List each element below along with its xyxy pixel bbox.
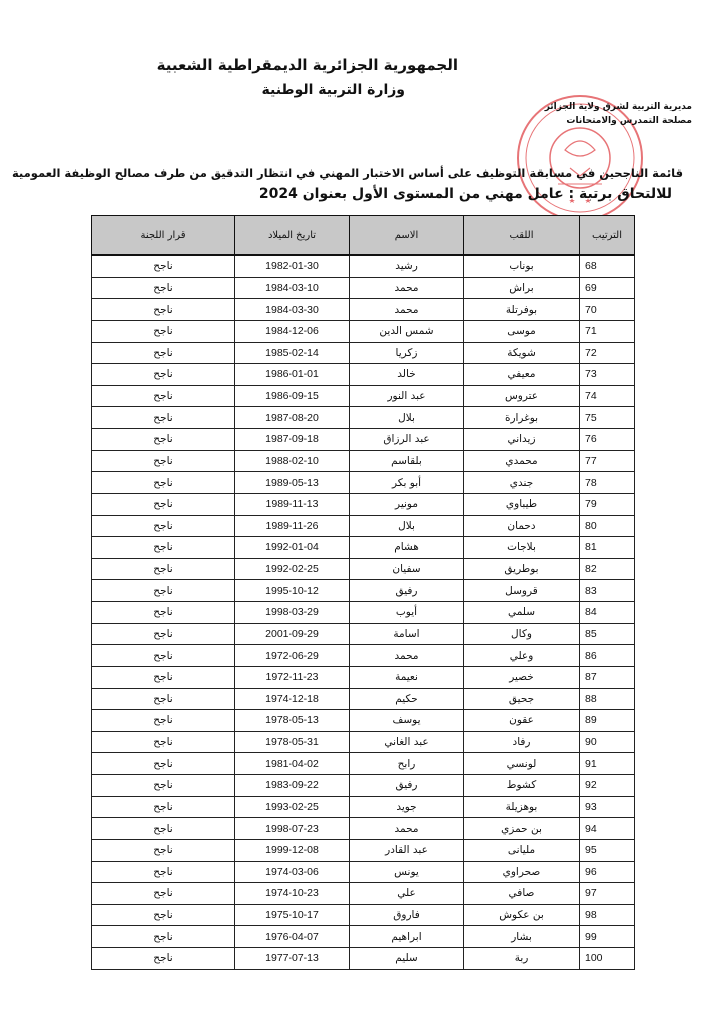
directorate-name: مديرية التربية لشرق ولاية الجزائر bbox=[544, 102, 692, 112]
cell-birth-date: 1985-02-14 bbox=[235, 342, 350, 364]
cell-birth-date: 1974-12-18 bbox=[235, 688, 350, 710]
cell-first-name: يوسف bbox=[350, 710, 464, 732]
cell-birth-date: 1999-12-08 bbox=[235, 839, 350, 861]
cell-decision: ناجح bbox=[92, 602, 235, 624]
table-row bbox=[92, 861, 635, 883]
cell-first-name: محمد bbox=[350, 299, 464, 321]
cell-birth-date: 2001-09-29 bbox=[235, 623, 350, 645]
cell-rank: 78 bbox=[580, 472, 635, 494]
cell-last-name: بوهزيلة bbox=[464, 796, 580, 818]
ministry-name: وزارة التربية الوطنية bbox=[261, 82, 405, 98]
cell-birth-date: 1993-02-25 bbox=[235, 796, 350, 818]
cell-birth-date: 1978-05-13 bbox=[235, 710, 350, 732]
cell-rank: 94 bbox=[580, 818, 635, 840]
cell-last-name: موسى bbox=[464, 320, 580, 342]
cell-last-name: بشار bbox=[464, 926, 580, 948]
table-row bbox=[92, 666, 635, 688]
table-row bbox=[92, 688, 635, 710]
cell-rank: 73 bbox=[580, 364, 635, 386]
cell-first-name: يونس bbox=[350, 861, 464, 883]
cell-last-name: جحيق bbox=[464, 688, 580, 710]
cell-birth-date: 1987-09-18 bbox=[235, 429, 350, 451]
cell-decision: ناجح bbox=[92, 407, 235, 429]
table-row bbox=[92, 515, 635, 537]
cell-first-name: خالد bbox=[350, 364, 464, 386]
cell-rank: 76 bbox=[580, 429, 635, 451]
cell-decision: ناجح bbox=[92, 299, 235, 321]
cell-rank: 82 bbox=[580, 558, 635, 580]
header-first-name: الاسم bbox=[350, 216, 464, 256]
cell-birth-date: 1989-05-13 bbox=[235, 472, 350, 494]
cell-last-name: طيباوي bbox=[464, 493, 580, 515]
cell-birth-date: 1989-11-26 bbox=[235, 515, 350, 537]
cell-last-name: ربة bbox=[464, 948, 580, 970]
cell-first-name: زكريا bbox=[350, 342, 464, 364]
cell-rank: 81 bbox=[580, 537, 635, 559]
cell-decision: ناجح bbox=[92, 861, 235, 883]
cell-last-name: كشوط bbox=[464, 775, 580, 797]
table-row bbox=[92, 710, 635, 732]
cell-birth-date: 1998-03-29 bbox=[235, 602, 350, 624]
cell-decision: ناجح bbox=[92, 472, 235, 494]
cell-last-name: بن عكوش bbox=[464, 904, 580, 926]
cell-rank: 91 bbox=[580, 753, 635, 775]
cell-decision: ناجح bbox=[92, 839, 235, 861]
cell-birth-date: 1992-02-25 bbox=[235, 558, 350, 580]
cell-decision: ناجح bbox=[92, 645, 235, 667]
cell-first-name: مونير bbox=[350, 493, 464, 515]
cell-last-name: بوطريق bbox=[464, 558, 580, 580]
cell-first-name: سليم bbox=[350, 948, 464, 970]
cell-birth-date: 1988-02-10 bbox=[235, 450, 350, 472]
table-row bbox=[92, 818, 635, 840]
table-row bbox=[92, 926, 635, 948]
cell-last-name: جندي bbox=[464, 472, 580, 494]
cell-first-name: عبد القادر bbox=[350, 839, 464, 861]
cell-rank: 98 bbox=[580, 904, 635, 926]
cell-birth-date: 1989-11-13 bbox=[235, 493, 350, 515]
cell-first-name: سفيان bbox=[350, 558, 464, 580]
cell-rank: 99 bbox=[580, 926, 635, 948]
cell-last-name: دحمان bbox=[464, 515, 580, 537]
cell-birth-date: 1986-01-01 bbox=[235, 364, 350, 386]
cell-rank: 74 bbox=[580, 385, 635, 407]
cell-last-name: عتروس bbox=[464, 385, 580, 407]
cell-decision: ناجح bbox=[92, 818, 235, 840]
cell-last-name: صافي bbox=[464, 883, 580, 905]
cell-last-name: معيفي bbox=[464, 364, 580, 386]
cell-rank: 97 bbox=[580, 883, 635, 905]
cell-rank: 75 bbox=[580, 407, 635, 429]
table-row bbox=[92, 407, 635, 429]
table-row bbox=[92, 580, 635, 602]
cell-first-name: محمد bbox=[350, 818, 464, 840]
cell-birth-date: 1976-04-07 bbox=[235, 926, 350, 948]
country-name: الجمهورية الجزائرية الديمقراطية الشعبية bbox=[156, 56, 458, 74]
table-row bbox=[92, 429, 635, 451]
cell-decision: ناجح bbox=[92, 515, 235, 537]
cell-first-name: محمد bbox=[350, 277, 464, 299]
cell-first-name: محمد bbox=[350, 645, 464, 667]
table-row bbox=[92, 753, 635, 775]
cell-first-name: رفيق bbox=[350, 580, 464, 602]
cell-birth-date: 1981-04-02 bbox=[235, 753, 350, 775]
table-row bbox=[92, 472, 635, 494]
cell-last-name: بلاجات bbox=[464, 537, 580, 559]
results-table bbox=[91, 215, 635, 970]
cell-decision: ناجح bbox=[92, 883, 235, 905]
header-rank: الترتيب bbox=[580, 216, 635, 256]
cell-decision: ناجح bbox=[92, 493, 235, 515]
cell-decision: ناجح bbox=[92, 558, 235, 580]
cell-birth-date: 1998-07-23 bbox=[235, 818, 350, 840]
cell-last-name: صحراوي bbox=[464, 861, 580, 883]
cell-first-name: ابراهيم bbox=[350, 926, 464, 948]
cell-last-name: بوناب bbox=[464, 255, 580, 277]
cell-first-name: عبد الغاني bbox=[350, 731, 464, 753]
cell-first-name: عبد النور bbox=[350, 385, 464, 407]
cell-first-name: رفيق bbox=[350, 775, 464, 797]
cell-birth-date: 1977-07-13 bbox=[235, 948, 350, 970]
cell-decision: ناجح bbox=[92, 948, 235, 970]
directorate-block bbox=[532, 100, 692, 128]
cell-birth-date: 1974-10-23 bbox=[235, 883, 350, 905]
cell-first-name: أيوب bbox=[350, 602, 464, 624]
cell-rank: 100 bbox=[580, 948, 635, 970]
cell-rank: 95 bbox=[580, 839, 635, 861]
cell-birth-date: 1978-05-31 bbox=[235, 731, 350, 753]
table-row bbox=[92, 537, 635, 559]
cell-last-name: زيداني bbox=[464, 429, 580, 451]
cell-last-name: سلمي bbox=[464, 602, 580, 624]
cell-last-name: محمدي bbox=[464, 450, 580, 472]
cell-rank: 93 bbox=[580, 796, 635, 818]
cell-first-name: نعيمة bbox=[350, 666, 464, 688]
cell-last-name: مليانى bbox=[464, 839, 580, 861]
cell-first-name: حكيم bbox=[350, 688, 464, 710]
cell-first-name: رابح bbox=[350, 753, 464, 775]
cell-rank: 72 bbox=[580, 342, 635, 364]
cell-birth-date: 1983-09-22 bbox=[235, 775, 350, 797]
cell-rank: 70 bbox=[580, 299, 635, 321]
table-row bbox=[92, 558, 635, 580]
cell-first-name: علي bbox=[350, 883, 464, 905]
cell-decision: ناجح bbox=[92, 385, 235, 407]
cell-decision: ناجح bbox=[92, 904, 235, 926]
table-row bbox=[92, 299, 635, 321]
cell-first-name: رشيد bbox=[350, 255, 464, 277]
table-row bbox=[92, 883, 635, 905]
cell-decision: ناجح bbox=[92, 429, 235, 451]
cell-first-name: شمس الدين bbox=[350, 320, 464, 342]
cell-first-name: فاروق bbox=[350, 904, 464, 926]
header-decision: قرار اللجنة bbox=[92, 216, 235, 256]
cell-decision: ناجح bbox=[92, 580, 235, 602]
cell-decision: ناجح bbox=[92, 796, 235, 818]
service-name: مصلحة التمدرس والامتحانات bbox=[566, 116, 692, 126]
cell-last-name: لونسي bbox=[464, 753, 580, 775]
table-row bbox=[92, 255, 635, 277]
cell-rank: 96 bbox=[580, 861, 635, 883]
table-row bbox=[92, 450, 635, 472]
cell-last-name: بن حمزي bbox=[464, 818, 580, 840]
table-row bbox=[92, 904, 635, 926]
cell-rank: 80 bbox=[580, 515, 635, 537]
cell-last-name: وعلي bbox=[464, 645, 580, 667]
table-row bbox=[92, 277, 635, 299]
table-row bbox=[92, 948, 635, 970]
cell-last-name: قروسل bbox=[464, 580, 580, 602]
table-row bbox=[92, 364, 635, 386]
cell-rank: 89 bbox=[580, 710, 635, 732]
cell-decision: ناجح bbox=[92, 731, 235, 753]
cell-birth-date: 1992-01-04 bbox=[235, 537, 350, 559]
cell-decision: ناجح bbox=[92, 623, 235, 645]
cell-birth-date: 1974-03-06 bbox=[235, 861, 350, 883]
document-title: قائمة الناجحين في مسابقة التوظيف على أساس الاختبار المهني في انتظار التدقيق من طرف مصالح الوظيفة العمومية bbox=[11, 166, 683, 180]
table-row bbox=[92, 796, 635, 818]
cell-decision: ناجح bbox=[92, 926, 235, 948]
cell-decision: ناجح bbox=[92, 537, 235, 559]
cell-decision: ناجح bbox=[92, 364, 235, 386]
document-subtitle: للالتحاق برتبة : عامل مهني من المستوى الأول بعنوان 2024 bbox=[258, 186, 672, 202]
cell-decision: ناجح bbox=[92, 342, 235, 364]
cell-birth-date: 1986-09-15 bbox=[235, 385, 350, 407]
cell-decision: ناجح bbox=[92, 255, 235, 277]
cell-rank: 79 bbox=[580, 493, 635, 515]
header-last-name: اللقب bbox=[464, 216, 580, 256]
cell-last-name: عقون bbox=[464, 710, 580, 732]
cell-decision: ناجح bbox=[92, 320, 235, 342]
cell-birth-date: 1972-06-29 bbox=[235, 645, 350, 667]
table-row bbox=[92, 839, 635, 861]
header-birth-date: تاريخ الميلاد bbox=[235, 216, 350, 256]
table-header-row bbox=[92, 216, 635, 256]
cell-decision: ناجح bbox=[92, 710, 235, 732]
cell-last-name: براش bbox=[464, 277, 580, 299]
cell-last-name: رفاد bbox=[464, 731, 580, 753]
table-row bbox=[92, 602, 635, 624]
table-row bbox=[92, 342, 635, 364]
cell-first-name: بلال bbox=[350, 407, 464, 429]
cell-decision: ناجح bbox=[92, 666, 235, 688]
cell-rank: 90 bbox=[580, 731, 635, 753]
table-row bbox=[92, 775, 635, 797]
cell-birth-date: 1995-10-12 bbox=[235, 580, 350, 602]
cell-rank: 68 bbox=[580, 255, 635, 277]
cell-last-name: بوغرارة bbox=[464, 407, 580, 429]
table-row bbox=[92, 645, 635, 667]
cell-last-name: وكال bbox=[464, 623, 580, 645]
cell-birth-date: 1987-08-20 bbox=[235, 407, 350, 429]
cell-rank: 84 bbox=[580, 602, 635, 624]
table-row bbox=[92, 731, 635, 753]
cell-decision: ناجح bbox=[92, 688, 235, 710]
cell-birth-date: 1984-12-06 bbox=[235, 320, 350, 342]
cell-birth-date: 1984-03-30 bbox=[235, 299, 350, 321]
cell-last-name: شويكة bbox=[464, 342, 580, 364]
table-row bbox=[92, 320, 635, 342]
cell-decision: ناجح bbox=[92, 775, 235, 797]
cell-decision: ناجح bbox=[92, 450, 235, 472]
cell-birth-date: 1972-11-23 bbox=[235, 666, 350, 688]
cell-rank: 86 bbox=[580, 645, 635, 667]
table-row bbox=[92, 493, 635, 515]
cell-rank: 92 bbox=[580, 775, 635, 797]
table-row bbox=[92, 623, 635, 645]
cell-rank: 88 bbox=[580, 688, 635, 710]
cell-rank: 83 bbox=[580, 580, 635, 602]
cell-birth-date: 1982-01-30 bbox=[235, 255, 350, 277]
cell-rank: 69 bbox=[580, 277, 635, 299]
cell-birth-date: 1975-10-17 bbox=[235, 904, 350, 926]
cell-rank: 87 bbox=[580, 666, 635, 688]
cell-first-name: عبد الرزاق bbox=[350, 429, 464, 451]
cell-birth-date: 1984-03-10 bbox=[235, 277, 350, 299]
cell-rank: 85 bbox=[580, 623, 635, 645]
cell-first-name: بلقاسم bbox=[350, 450, 464, 472]
cell-decision: ناجح bbox=[92, 753, 235, 775]
table-row bbox=[92, 385, 635, 407]
cell-first-name: أبو بكر bbox=[350, 472, 464, 494]
cell-last-name: خصير bbox=[464, 666, 580, 688]
table-body bbox=[92, 255, 635, 969]
cell-decision: ناجح bbox=[92, 277, 235, 299]
cell-rank: 71 bbox=[580, 320, 635, 342]
cell-first-name: جويد bbox=[350, 796, 464, 818]
cell-first-name: هشام bbox=[350, 537, 464, 559]
cell-first-name: اسامة bbox=[350, 623, 464, 645]
cell-rank: 77 bbox=[580, 450, 635, 472]
cell-first-name: بلال bbox=[350, 515, 464, 537]
cell-last-name: بوفرتلة bbox=[464, 299, 580, 321]
